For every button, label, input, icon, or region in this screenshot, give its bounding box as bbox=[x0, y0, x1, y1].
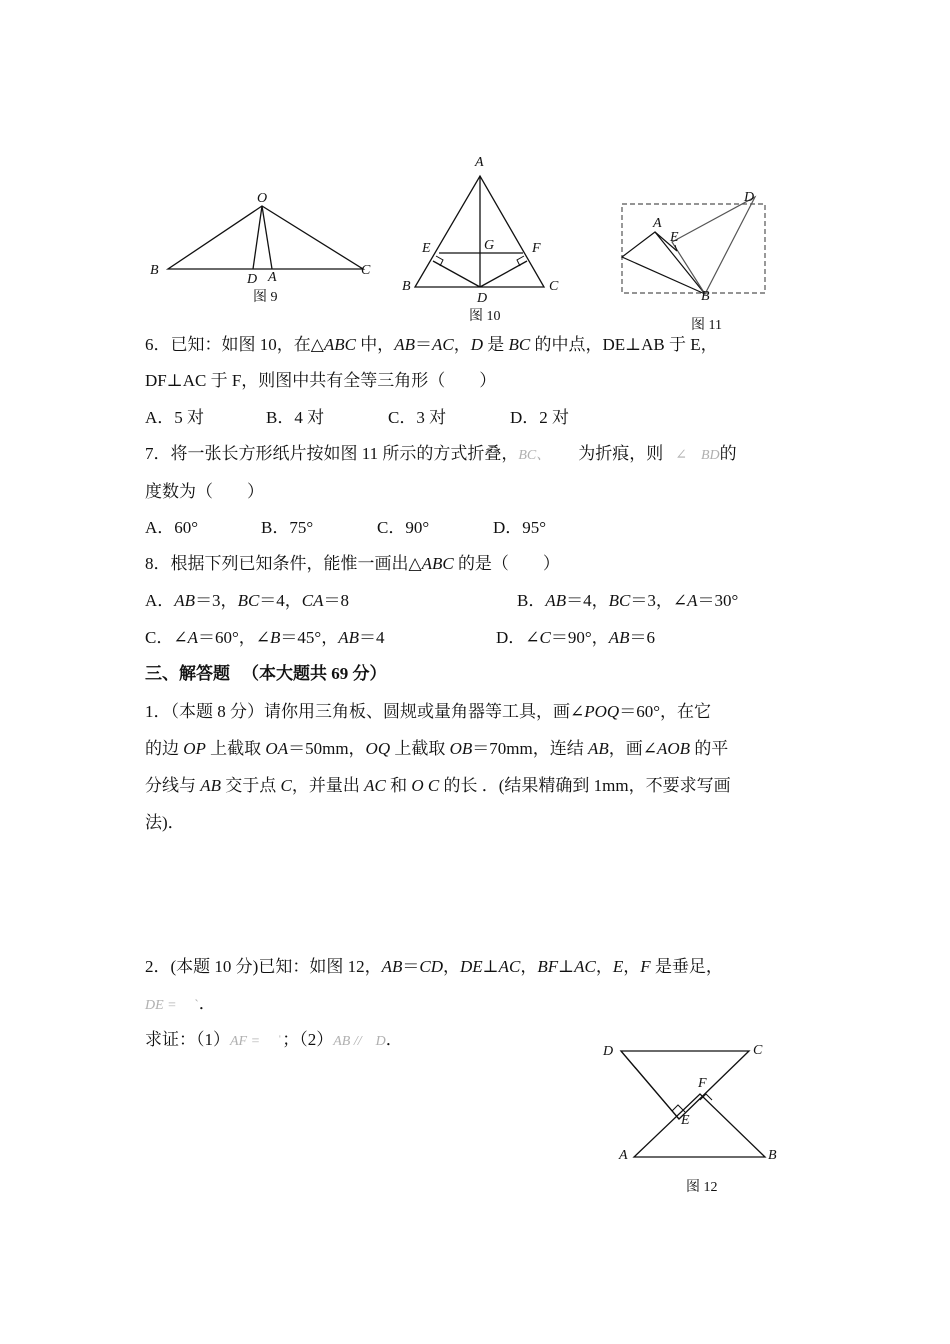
q8-line1 bbox=[145, 553, 560, 575]
q6-option-a: A．5 对 bbox=[145, 408, 205, 427]
label-d: D bbox=[247, 272, 258, 287]
p2l1-text-3: ， bbox=[442, 957, 460, 976]
p2l1-text-5: ， bbox=[520, 957, 538, 976]
p2l1-var-e: E bbox=[612, 957, 624, 976]
label-b: B bbox=[402, 279, 411, 294]
q7-faint-bc: BC、 bbox=[518, 448, 551, 463]
q8d-text-1: D．∠ bbox=[496, 628, 540, 647]
q8b-text-4: ＝30° bbox=[697, 591, 739, 610]
p2l1-text-7: ， bbox=[595, 957, 613, 976]
q7-option-d: D．95° bbox=[493, 518, 547, 537]
q8-option-a bbox=[145, 590, 349, 612]
p1l3-var-ac: AC bbox=[364, 776, 386, 795]
triangle-obc bbox=[168, 206, 363, 269]
label-e: E bbox=[422, 241, 431, 256]
folded-flap-right bbox=[672, 197, 755, 294]
p2l1-text-8: ， bbox=[623, 957, 641, 976]
q7-option-b: B．75° bbox=[261, 518, 314, 537]
q8-option-c bbox=[145, 627, 385, 649]
triangle-abf bbox=[634, 1094, 765, 1157]
p1l3-var-ab: AB bbox=[200, 776, 222, 795]
q8b-var-3: A bbox=[687, 591, 698, 610]
p1l2-text-2: 上截取 bbox=[205, 739, 266, 758]
p1l2-text-7: 的平 bbox=[690, 739, 729, 758]
label-d: D bbox=[744, 190, 755, 205]
q6-text-5: 是 bbox=[482, 335, 509, 354]
q6-text-6: 的中点，DE⊥AB 于 E， bbox=[530, 335, 718, 354]
q8-text-1: 8．根据下列已知条件，能惟一画出△ bbox=[145, 554, 422, 573]
section-3-heading bbox=[145, 663, 387, 685]
p1l2-var-aob: AOB bbox=[657, 739, 691, 758]
q8c-text-2: ＝60°，∠ bbox=[197, 628, 271, 647]
p2l1-text-9: 是垂足， bbox=[650, 957, 723, 976]
p1l2-text-5: ＝70mm，连结 bbox=[472, 739, 588, 758]
p1l2-text-1: 的边 bbox=[145, 739, 184, 758]
q6-line2: DF⊥AC 于 F，则图中共有全等三角形（ ） bbox=[145, 371, 497, 390]
section-3-title: 三、解答题 bbox=[145, 664, 230, 683]
p2l3-text-1: 求证：（1） bbox=[145, 1030, 230, 1049]
q8c-text-4: ＝4 bbox=[359, 628, 385, 647]
q8c-text-3: ＝45°， bbox=[280, 628, 339, 647]
q6-var-ac: AC bbox=[431, 335, 454, 354]
q7-text-1: 7．将一张长方形纸片按如图 11 所示的方式折叠， bbox=[145, 444, 519, 463]
figure-10-svg bbox=[395, 150, 575, 330]
q6-option-b: B．4 对 bbox=[266, 408, 325, 427]
label-e: E bbox=[670, 230, 679, 245]
q7-option-c: C．90° bbox=[377, 518, 430, 537]
p2l3-faint-af: AF = ˈ bbox=[230, 1034, 283, 1049]
p1l3-var-c: C bbox=[280, 776, 292, 795]
q8b-text-1: B． bbox=[517, 591, 546, 610]
figure-9 bbox=[140, 180, 390, 310]
label-f: F bbox=[532, 241, 541, 256]
p2l1-var-cd: CD bbox=[419, 957, 443, 976]
label-a: A bbox=[619, 1148, 628, 1163]
segment-de bbox=[621, 1051, 679, 1119]
p2l3-text-3: ． bbox=[385, 1030, 403, 1049]
figure-11 bbox=[615, 185, 780, 335]
p2l2-text-1: ． bbox=[198, 994, 216, 1013]
figure-9-svg bbox=[140, 180, 390, 310]
p1l1-text-1: 1．（本题 8 分）请你用三角板、圆规或量角器等工具，画∠ bbox=[145, 702, 585, 721]
p2l1-var-f: F bbox=[640, 957, 651, 976]
p1-line1 bbox=[145, 701, 711, 723]
p1-line2 bbox=[145, 738, 728, 760]
q8a-var-2: BC bbox=[237, 591, 260, 610]
p1-line3 bbox=[145, 775, 731, 797]
figure-12 bbox=[595, 1035, 795, 1205]
q7-line1 bbox=[145, 443, 737, 467]
p2l3-text-2: ；（2） bbox=[282, 1030, 334, 1049]
label-a: A bbox=[653, 216, 662, 231]
q8c-var-3: AB bbox=[338, 628, 360, 647]
p1l3-text-3: ，并量出 bbox=[291, 776, 365, 795]
label-c: C bbox=[549, 279, 559, 294]
q7-text-3: 的 bbox=[719, 444, 737, 463]
q8b-text-2: ＝4， bbox=[566, 591, 609, 610]
p1l2-text-4: 上截取 bbox=[390, 739, 450, 758]
q8-option-b bbox=[517, 590, 738, 612]
q7-text-2: 为折痕，则 bbox=[578, 444, 664, 463]
label-c: C bbox=[361, 263, 371, 278]
p2l1-var-ab: AB bbox=[381, 957, 403, 976]
figure-10-caption: 图 10 bbox=[469, 309, 501, 324]
label-e: E bbox=[681, 1113, 690, 1128]
q6-text-2: 中， bbox=[355, 335, 395, 354]
p2l1-text-4: ⊥ bbox=[482, 957, 499, 976]
segment-oa bbox=[262, 206, 272, 269]
p1l2-var-op: OP bbox=[183, 739, 206, 758]
p1l2-var-oa: OA bbox=[265, 739, 289, 758]
label-b: B bbox=[150, 263, 159, 278]
q8-text-2: 的是（ ） bbox=[453, 554, 560, 573]
p2l1-text-6: ⊥ bbox=[558, 957, 575, 976]
figure-12-svg bbox=[595, 1035, 795, 1205]
q8d-text-3: ＝6 bbox=[629, 628, 655, 647]
q8a-text-1: A． bbox=[145, 591, 175, 610]
q8b-text-3: ＝3，∠ bbox=[630, 591, 688, 610]
q8c-var-1: A bbox=[187, 628, 198, 647]
q8a-var-3: CA bbox=[301, 591, 324, 610]
figure-12-caption: 图 12 bbox=[686, 1180, 718, 1195]
p1l3-text-2: 交于点 bbox=[221, 776, 281, 795]
p1l3-text-4: 和 bbox=[385, 776, 412, 795]
p2l1-var-bf: BF bbox=[537, 957, 559, 976]
p1l1-text-2: ＝60°，在它 bbox=[619, 702, 712, 721]
q8d-text-2: ＝90°， bbox=[550, 628, 609, 647]
q6-var-ab: AB bbox=[394, 335, 415, 354]
label-d: D bbox=[477, 291, 488, 306]
p2l1-var-ac2: AC bbox=[574, 957, 596, 976]
q6-option-d: D．2 对 bbox=[510, 408, 570, 427]
q8a-var-1: AB bbox=[174, 591, 196, 610]
figure-10 bbox=[395, 150, 575, 330]
q6-var-d: D bbox=[470, 335, 483, 354]
p1l3-text-5: 的长 ．(结果精确到 1mm，不要求写画 bbox=[439, 776, 731, 795]
p1-line4: 法)． bbox=[145, 813, 185, 832]
q8a-text-4: ＝8 bbox=[323, 591, 350, 610]
p2l1-text-1: 2．(本题 10 分)已知：如图 12， bbox=[145, 957, 382, 976]
label-a: A bbox=[475, 155, 484, 170]
q8a-text-3: ＝4， bbox=[259, 591, 302, 610]
q8b-var-1: AB bbox=[545, 591, 567, 610]
p1l2-text-6: ，画∠ bbox=[608, 739, 658, 758]
q8d-var-1: C bbox=[539, 628, 551, 647]
label-b: B bbox=[701, 289, 710, 304]
q8a-text-2: ＝3， bbox=[195, 591, 238, 610]
q6-option-c: C．3 对 bbox=[388, 408, 447, 427]
q7-faint-angle: ∠ BD bbox=[675, 448, 720, 463]
label-a: A bbox=[268, 270, 277, 285]
label-b: B bbox=[768, 1148, 777, 1163]
segment-od bbox=[253, 206, 262, 269]
q8c-text-1: C．∠ bbox=[145, 628, 188, 647]
p2l1-text-2: ＝ bbox=[402, 957, 420, 976]
p1l2-var-oq: OQ bbox=[365, 739, 391, 758]
p2l3-faint-ab: AB // D bbox=[333, 1034, 386, 1049]
p2l1-var-ac: AC bbox=[498, 957, 521, 976]
figure-9-caption: 图 9 bbox=[253, 290, 278, 305]
p2l2-faint-de: DE = ˋ bbox=[145, 998, 199, 1013]
section-3-note: （本大题共 69 分） bbox=[242, 664, 387, 683]
p2-line3 bbox=[145, 1029, 403, 1053]
q8d-var-2: AB bbox=[608, 628, 630, 647]
q8c-var-2: B bbox=[270, 628, 281, 647]
p1l2-text-3: ＝50mm， bbox=[288, 739, 366, 758]
q8b-var-2: BC bbox=[608, 591, 631, 610]
q7-line2: 度数为（ ） bbox=[145, 482, 264, 501]
q6-var-abc: ABC bbox=[323, 335, 356, 354]
label-o: O bbox=[257, 191, 268, 206]
q6-text-1: 6．已知：如图 10，在△ bbox=[145, 335, 324, 354]
q6-line1 bbox=[145, 334, 718, 356]
figure-11-svg bbox=[615, 185, 780, 335]
label-c: C bbox=[753, 1043, 763, 1058]
p2l1-var-de: DE bbox=[459, 957, 483, 976]
label-d: D bbox=[603, 1044, 614, 1059]
q6-var-bc: BC bbox=[508, 335, 531, 354]
q6-text-3: ＝ bbox=[414, 335, 432, 354]
p1l2-var-ab: AB bbox=[587, 739, 609, 758]
figure-11-caption: 图 11 bbox=[691, 318, 722, 333]
p2-line2 bbox=[145, 993, 216, 1017]
label-f: F bbox=[698, 1076, 707, 1091]
p1l2-var-ob: OB bbox=[449, 739, 473, 758]
label-g: G bbox=[484, 238, 495, 253]
q8-var-abc: ABC bbox=[421, 554, 454, 573]
folded-flap-left bbox=[622, 232, 705, 294]
q8-option-d bbox=[496, 627, 655, 649]
p1l3-var-oc: O C bbox=[411, 776, 440, 795]
p1l1-var-poq: POQ bbox=[584, 702, 620, 721]
q6-text-4: ， bbox=[453, 335, 471, 354]
q7-option-a: A．60° bbox=[145, 518, 199, 537]
p1l3-text-1: 分线与 bbox=[145, 776, 201, 795]
p2-line1 bbox=[145, 956, 723, 978]
